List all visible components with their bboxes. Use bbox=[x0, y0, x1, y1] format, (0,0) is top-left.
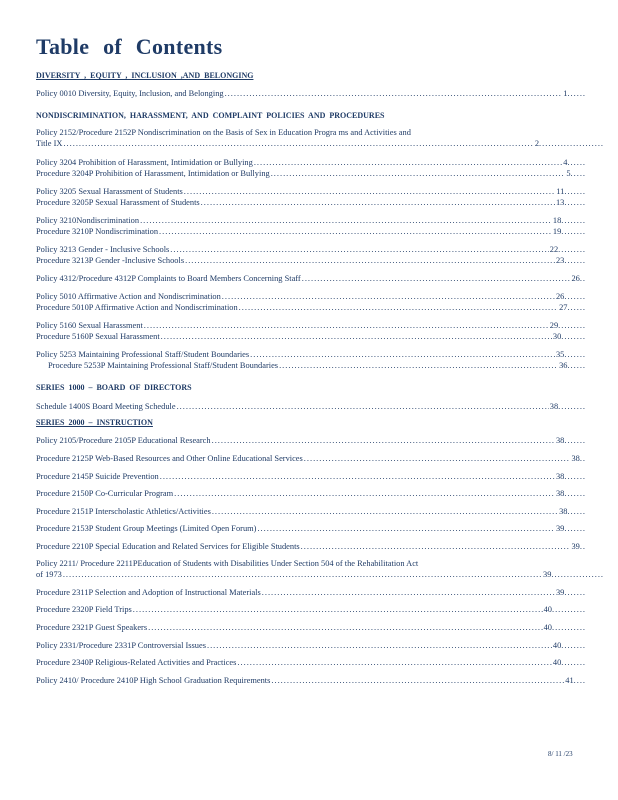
dot-leader bbox=[184, 186, 555, 197]
dot-tail: ........ bbox=[561, 216, 586, 225]
entry-title: Procedure 5160P Sexual Harassment bbox=[36, 332, 160, 341]
entry-page: 39 bbox=[555, 588, 565, 597]
dot-leader bbox=[161, 331, 552, 342]
entry-title: Policy 3204 Prohibition of Harassment, Intimidation or Bullying bbox=[36, 158, 253, 167]
dot-leader bbox=[170, 244, 549, 255]
entry-page: 38 bbox=[555, 489, 565, 498]
entry-page: 39 bbox=[555, 524, 565, 533]
toc-entry-procedure-3213p[interactable] bbox=[36, 255, 586, 266]
entry-title: Procedure 2311P Selection and Adoption of Instructional Materials bbox=[36, 588, 261, 597]
entry-page: 22 bbox=[549, 245, 559, 254]
dot-leader bbox=[279, 360, 558, 371]
entry-page: 38 bbox=[555, 472, 565, 481]
section-heading-nondiscrimination: NONDISCRIMINATION, HARASSMENT, AND COMPLAINT POLICIES AND PROCEDURES bbox=[36, 111, 385, 120]
dot-tail: ....... bbox=[564, 588, 586, 597]
dot-leader bbox=[63, 138, 533, 149]
dot-tail: ....... bbox=[564, 436, 586, 445]
toc-entry-policy-2331[interactable] bbox=[36, 640, 586, 651]
dot-leader bbox=[177, 401, 549, 412]
toc-entry-policy-5160[interactable] bbox=[36, 320, 586, 331]
entry-title: Policy 0010 Diversity, Equity, Inclusion, and Belonging bbox=[36, 89, 224, 98]
entry-title: Procedure 5010P Affirmative Action and Nondiscrimination bbox=[36, 303, 238, 312]
entry-title-continued: of 1973 bbox=[36, 570, 62, 579]
entry-title: Procedure 2210P Special Education and Related Services for Eligible Students bbox=[36, 542, 300, 551]
entry-title: Policy 3210Nondiscrimination bbox=[36, 216, 140, 225]
dot-tail: ...... bbox=[567, 361, 586, 370]
dot-tail: ........... bbox=[551, 623, 586, 632]
dot-leader bbox=[237, 657, 551, 668]
entry-page: 38 bbox=[559, 507, 568, 516]
dot-tail: ...... bbox=[567, 89, 586, 98]
dot-tail: ....... bbox=[564, 256, 586, 265]
entry-title: Policy 2331/Procedure 2331P Controversial Issues bbox=[36, 641, 206, 650]
entry-page: 29 bbox=[549, 321, 559, 330]
dot-leader bbox=[63, 569, 542, 580]
entry-title: Procedure 2145P Suicide Prevention bbox=[36, 472, 159, 481]
dot-tail: ..................... bbox=[539, 139, 604, 148]
dot-tail: ........ bbox=[561, 658, 586, 667]
dot-tail: .. bbox=[579, 454, 586, 463]
dot-leader bbox=[212, 506, 558, 517]
toc-entry-policy-2152[interactable] bbox=[36, 127, 604, 149]
section-heading-series-1000: SERIES 1000 – BOARD OF DIRECTORS bbox=[36, 383, 192, 392]
entry-page: 13 bbox=[555, 198, 565, 207]
dot-leader bbox=[222, 291, 555, 302]
entry-title: Policy 5160 Sexual Harassment bbox=[36, 321, 143, 330]
entry-title: Policy 5010 Affirmative Action and Nondiscrimination bbox=[36, 292, 221, 301]
entry-title: Procedure 3210P Nondiscrimination bbox=[36, 227, 159, 236]
entry-title: Policy 3213 Gender - Inclusive Schools bbox=[36, 245, 170, 254]
dot-leader bbox=[133, 604, 543, 615]
entry-page: 38 bbox=[555, 436, 565, 445]
toc-entry-procedure-2125p[interactable] bbox=[36, 453, 586, 464]
dot-tail: .. bbox=[579, 274, 586, 283]
toc-entry-procedure-2340p[interactable] bbox=[36, 657, 586, 668]
dot-tail: ................. bbox=[551, 570, 604, 579]
dot-leader bbox=[271, 168, 566, 179]
entry-page: 40 bbox=[552, 641, 562, 650]
dot-leader bbox=[302, 273, 571, 284]
section-heading-series-2000: SERIES 2000 – INSTRUCTION bbox=[36, 418, 153, 427]
toc-entry-policy-2410[interactable] bbox=[36, 675, 586, 686]
entry-page: 41 bbox=[565, 676, 574, 685]
entry-title: Policy 3205 Sexual Harassment of Students bbox=[36, 187, 183, 196]
dot-leader bbox=[225, 88, 563, 99]
entry-title: Schedule 1400S Board Meeting Schedule bbox=[36, 402, 176, 411]
entry-page: 36 bbox=[559, 361, 568, 370]
entry-title: Procedure 2150P Co-Curricular Program bbox=[36, 489, 174, 498]
entry-title: Procedure 2153P Student Group Meetings (Limited Open Forum) bbox=[36, 524, 257, 533]
entry-title: Policy 2211/ Procedure 2211PEducation of Students with Disabilities Under Section 504 of the Rehabilitation Act bbox=[36, 559, 419, 568]
toc-entry-procedure-5010p[interactable] bbox=[36, 302, 586, 313]
toc-entry-procedure-3204p[interactable] bbox=[36, 168, 586, 179]
toc-entry-policy-3205[interactable] bbox=[36, 186, 586, 197]
entry-page: 23 bbox=[555, 256, 565, 265]
entry-page: 35 bbox=[555, 350, 565, 359]
page-title: Table of Contents bbox=[36, 34, 223, 59]
dot-leader bbox=[239, 302, 558, 313]
dot-leader bbox=[212, 435, 555, 446]
entry-title: Procedure 3205P Sexual Harassment of Students bbox=[36, 198, 200, 207]
dot-leader bbox=[140, 215, 552, 226]
entry-page: 26 bbox=[571, 274, 580, 283]
entry-page: 26 bbox=[555, 292, 565, 301]
toc-entry-policy-5253[interactable] bbox=[36, 349, 586, 360]
dot-leader bbox=[160, 471, 555, 482]
entry-page: 2 bbox=[534, 139, 540, 148]
entry-title: Procedure 2151P Interscholastic Athletics/Activities bbox=[36, 507, 211, 516]
toc-entry-procedure-2311p[interactable] bbox=[36, 587, 586, 598]
dot-leader bbox=[185, 255, 555, 266]
toc-entry-policy-3213[interactable] bbox=[36, 244, 586, 255]
toc-entry-policy-2211[interactable] bbox=[36, 558, 604, 580]
entry-page: 40 bbox=[543, 623, 552, 632]
toc-entry-procedure-2210p[interactable] bbox=[36, 541, 586, 552]
dot-tail: ...... bbox=[567, 158, 586, 167]
toc-entry-procedure-2145p[interactable] bbox=[36, 471, 586, 482]
entry-title: Procedure 2340P Religious-Related Activities and Practices bbox=[36, 658, 237, 667]
toc-entry-policy-5010[interactable] bbox=[36, 291, 586, 302]
dot-tail: ....... bbox=[564, 198, 586, 207]
entry-title: Procedure 3213P Gender -Inclusive Schools bbox=[36, 256, 185, 265]
entry-page: 40 bbox=[543, 605, 552, 614]
toc-entry-procedure-5160p[interactable] bbox=[36, 331, 586, 342]
entry-title: Policy 2152/Procedure 2152P Nondiscrimination on the Basis of Sex in Education Progra ms and Activities and bbox=[36, 128, 411, 137]
dot-tail: ....... bbox=[564, 489, 586, 498]
entry-page: 39 bbox=[571, 542, 580, 551]
dot-leader bbox=[271, 675, 564, 686]
entry-page: 39 bbox=[543, 570, 552, 579]
entry-page: 1 bbox=[563, 89, 568, 98]
dot-tail: ........ bbox=[561, 641, 586, 650]
dot-tail: ....... bbox=[564, 292, 586, 301]
dot-leader bbox=[301, 541, 571, 552]
dot-tail: .... bbox=[573, 676, 586, 685]
toc-entry-procedure-3210p[interactable] bbox=[36, 226, 586, 237]
entry-page: 18 bbox=[552, 216, 562, 225]
entry-page: 30 bbox=[552, 332, 562, 341]
toc-entry-procedure-5253p[interactable] bbox=[48, 360, 586, 371]
dot-tail: ........ bbox=[561, 332, 586, 341]
dot-tail: ........ bbox=[561, 227, 586, 236]
dot-leader bbox=[207, 640, 552, 651]
entry-page: 5 bbox=[566, 169, 571, 178]
dot-tail: ......... bbox=[558, 321, 586, 330]
section-heading-diversity: DIVERSITY , EQUITY , INCLUSION ,AND BELONGING bbox=[36, 71, 254, 80]
toc-entry-procedure-2151p[interactable] bbox=[36, 506, 586, 517]
dot-leader bbox=[250, 349, 555, 360]
entry-title: Policy 5253 Maintaining Professional Staff/Student Boundaries bbox=[36, 350, 250, 359]
dot-leader bbox=[159, 226, 552, 237]
entry-page: 40 bbox=[552, 658, 562, 667]
entry-page: 19 bbox=[552, 227, 562, 236]
footer-date: 8/ 11 /23 bbox=[548, 750, 573, 758]
toc-entry-policy-3204[interactable] bbox=[36, 157, 586, 168]
entry-page: 11 bbox=[556, 187, 565, 196]
toc-entry-policy-3210[interactable] bbox=[36, 215, 586, 226]
toc-entry-policy-2105[interactable] bbox=[36, 435, 586, 446]
entry-page: 4 bbox=[563, 158, 568, 167]
dot-tail: ..... bbox=[570, 169, 586, 178]
entry-title: Procedure 3204P Prohibition of Harassment, Intimidation or Bullying bbox=[36, 169, 270, 178]
toc-entry-schedule-1400s[interactable] bbox=[36, 401, 586, 412]
entry-title: Procedure 2125P Web-Based Resources and Other Online Educational Services bbox=[36, 454, 303, 463]
entry-title: Policy 4312/Procedure 4312P Complaints to Board Members Concerning Staff bbox=[36, 274, 301, 283]
toc-entry-policy-0010[interactable] bbox=[36, 88, 586, 99]
dot-leader bbox=[201, 197, 555, 208]
dot-tail: .. bbox=[579, 542, 586, 551]
entry-page: 38 bbox=[571, 454, 580, 463]
dot-tail: ....... bbox=[564, 472, 586, 481]
entry-title: Procedure 2320P Field Trips bbox=[36, 605, 132, 614]
toc-entry-procedure-2321p[interactable] bbox=[36, 622, 586, 633]
toc-entry-policy-4312[interactable] bbox=[36, 273, 586, 284]
dot-tail: ...... bbox=[567, 507, 586, 516]
entry-title: Policy 2410/ Procedure 2410P High School Graduation Requirements bbox=[36, 676, 271, 685]
toc-entry-procedure-2150p[interactable] bbox=[36, 488, 586, 499]
dot-tail: ......... bbox=[558, 245, 586, 254]
entry-title-continued: Title IX bbox=[36, 139, 63, 148]
dot-leader bbox=[144, 320, 549, 331]
dot-leader bbox=[174, 488, 555, 499]
entry-title: Procedure 5253P Maintaining Professional Staff/Student Boundaries bbox=[48, 361, 279, 370]
dot-tail: ......... bbox=[558, 402, 586, 411]
dot-tail: ....... bbox=[564, 187, 586, 196]
dot-tail: ....... bbox=[564, 524, 586, 533]
dot-leader bbox=[257, 523, 555, 534]
entry-title: Policy 2105/Procedure 2105P Educational Research bbox=[36, 436, 211, 445]
dot-leader bbox=[262, 587, 555, 598]
entry-page: 27 bbox=[559, 303, 568, 312]
entry-title: Procedure 2321P Guest Speakers bbox=[36, 623, 148, 632]
dot-leader bbox=[304, 453, 571, 464]
toc-entry-procedure-2153p[interactable] bbox=[36, 523, 586, 534]
dot-tail: ...... bbox=[567, 303, 586, 312]
entry-page: 38 bbox=[549, 402, 559, 411]
dot-leader bbox=[254, 157, 562, 168]
dot-tail: ........... bbox=[551, 605, 586, 614]
toc-entry-procedure-2320p[interactable] bbox=[36, 604, 586, 615]
toc-entry-procedure-3205p[interactable] bbox=[36, 197, 586, 208]
dot-tail: ....... bbox=[564, 350, 586, 359]
dot-leader bbox=[148, 622, 542, 633]
